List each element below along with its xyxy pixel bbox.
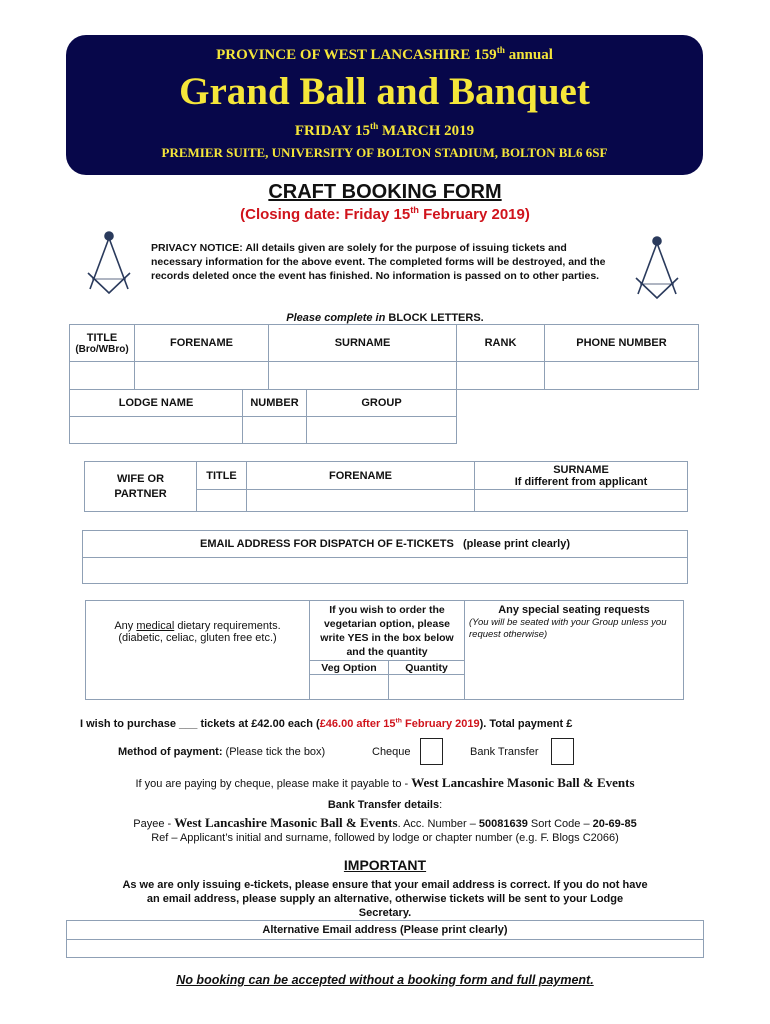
phone-field[interactable] [544,361,699,390]
quantity-field[interactable] [388,674,465,700]
form-title: CRAFT BOOKING FORM [268,181,502,203]
dietary-requirements-cell[interactable] [85,600,310,700]
bank-details-title: Bank Transfer details: [327,799,443,811]
surname-header: SURNAME [268,324,457,362]
partner-label: WIFE OR PARTNER [84,461,197,512]
email-header: EMAIL ADDRESS FOR DISPATCH OF E-TICKETS (please print clearly) [82,530,688,558]
cheque-payable-line: If you are paying by cheque, please make it payable to - West Lancashire Masonic Ball & Events [135,775,635,790]
forename-header: FORENAME [134,324,269,362]
title-field[interactable] [69,361,135,390]
lodge-number-field[interactable] [242,416,307,444]
cheque-label: Cheque [372,746,411,758]
event-banner [66,35,703,175]
veg-option-header: Veg Option [309,660,389,675]
event-venue: PREMIER SUITE, UNIVERSITY OF BOLTON STADIUM, BOLTON BL6 6SF [161,145,608,160]
square-and-compasses-icon [82,229,136,297]
partner-forename-header: FORENAME [246,461,475,490]
partner-title-field[interactable] [196,489,247,512]
alt-email-field[interactable] [66,939,704,958]
quantity-header: Quantity [388,660,465,675]
surname-field[interactable] [268,361,457,390]
closing-date: (Closing date: Friday 15th February 2019) [240,205,530,223]
privacy-notice: PRIVACY NOTICE: All details given are solely for the purpose of issuing tickets and necessary information for the above event. The completed forms will be destroyed, and the records deleted once the event has finished. No information is passed on to other parties. [151,242,606,282]
lodge-number-header: NUMBER [242,389,307,417]
bank-transfer-checkbox[interactable] [551,738,574,765]
lodge-name-field[interactable] [69,416,243,444]
important-heading: IMPORTANT [343,857,427,873]
group-field[interactable] [306,416,457,444]
partner-surname-header: SURNAME If different from applicant [474,461,688,490]
email-field[interactable] [82,557,688,584]
reference-line: Ref – Applicant’s initial and surname, followed by lodge or chapter number (e.g. F. Blogs C2066) [151,832,619,844]
event-date: FRIDAY 15th MARCH 2019 [294,122,475,139]
dietary-label: Any medical dietary requirements. (diabetic, celiac, gluten free etc.) [114,620,281,644]
purchase-line: I wish to purchase ___ tickets at £42.00 each (£46.00 after 15th February 2019). Total payment £ [80,717,573,730]
partner-title-header: TITLE [196,461,247,490]
partner-surname-field[interactable] [474,489,688,512]
title-header: TITLE (Bro/WBro) [69,324,135,362]
cheque-checkbox[interactable] [420,738,443,765]
phone-header: PHONE NUMBER [544,324,699,362]
rank-field[interactable] [456,361,545,390]
seating-requests-cell[interactable]: Any special seating requests (You will be seated with your Group unless you request otherwise) [464,600,684,700]
partner-forename-field[interactable] [246,489,475,512]
block-letters-note: Please complete in BLOCK LETTERS. [286,312,484,324]
forename-field[interactable] [134,361,269,390]
square-and-compasses-icon [630,234,684,302]
lodge-name-header: LODGE NAME [69,389,243,417]
footer-note: No booking can be accepted without a booking form and full payment. [176,973,594,987]
province-line: PROVINCE OF WEST LANCASHIRE 159th annual [216,46,553,63]
veg-info-cell: If you wish to order the vegetarian option, please write YES in the box below and the quantity [309,600,465,661]
important-text: As we are only issuing e-tickets, please ensure that your email address is correct. If you do not have an email address, please supply an alternative, otherwise tickets will be sent to your Lodge Secretary. [122,879,648,919]
rank-header: RANK [456,324,545,362]
payee-line: Payee - West Lancashire Masonic Ball & Events. Acc. Number – 50081639 Sort Code – 20-69-85 [133,815,637,830]
event-title: Grand Ball and Banquet [179,70,590,113]
alt-email-header: Alternative Email address (Please print clearly) [66,920,704,940]
bank-transfer-label: Bank Transfer [470,746,539,758]
group-header: GROUP [306,389,457,417]
payment-method-line: Method of payment: (Please tick the box) [118,746,326,758]
veg-option-field[interactable] [309,674,389,700]
